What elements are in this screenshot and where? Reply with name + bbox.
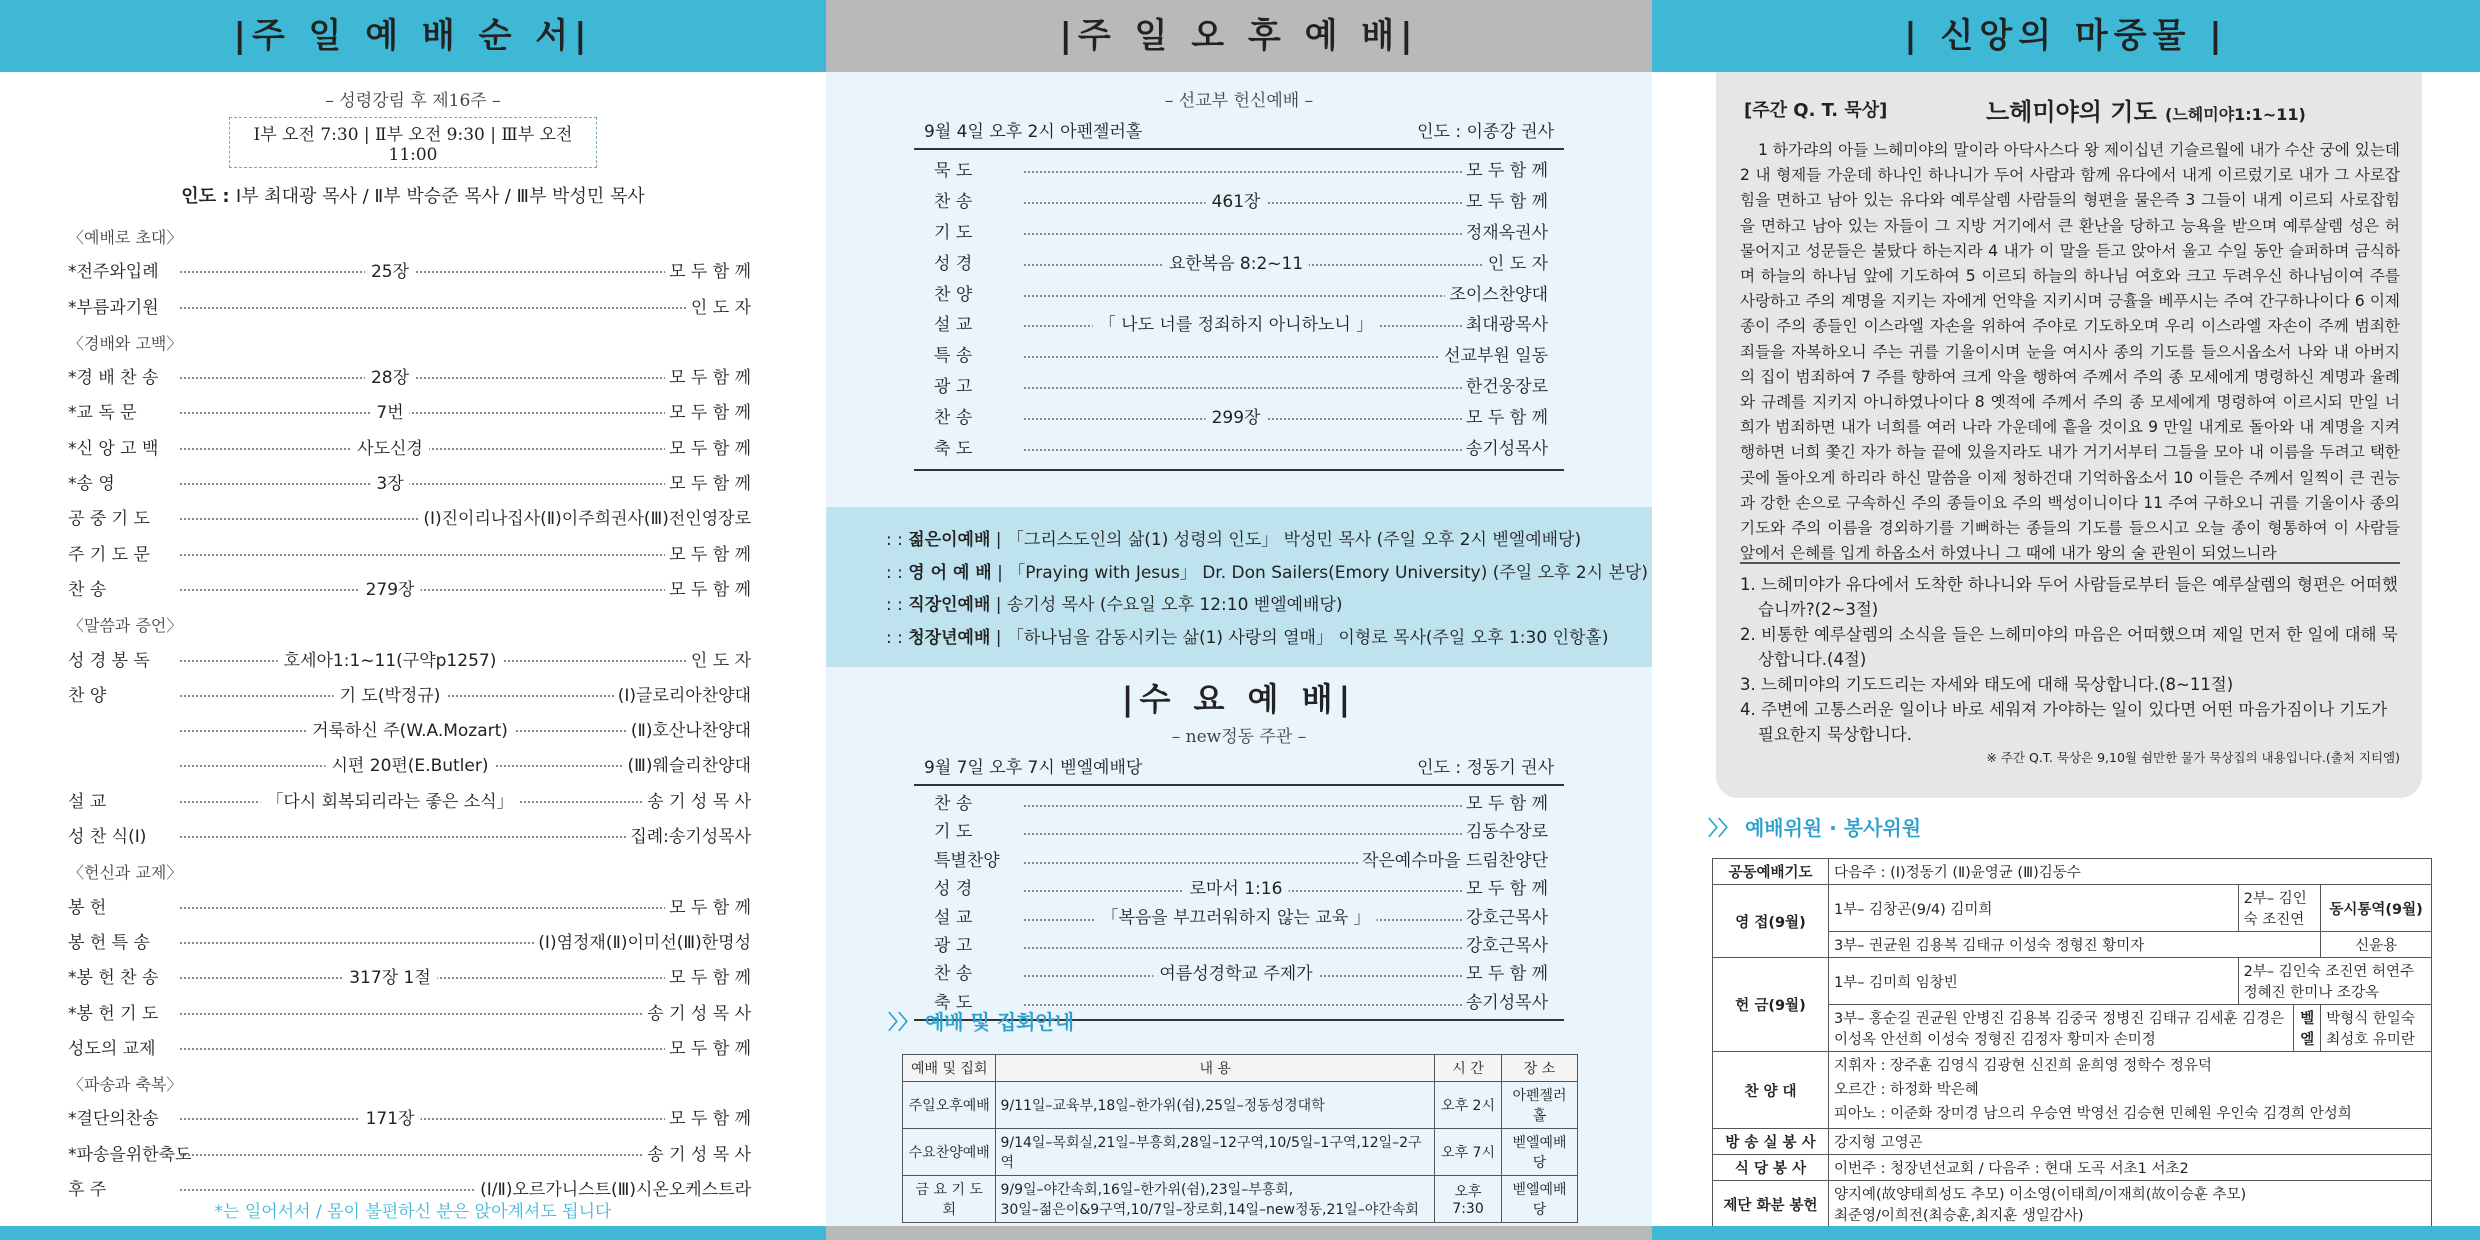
schedule-cell: 아펜젤러홀	[1502, 1082, 1578, 1129]
prayer-key: 공동예배기도	[1713, 859, 1829, 885]
faith-panel	[1652, 0, 2480, 1240]
afternoon-service-panel	[826, 0, 1652, 1240]
panel2-footer-bar	[826, 1226, 1652, 1240]
order-item	[826, 341, 1652, 372]
pm-subtitle: – 선교부 헌신예배 –	[1164, 91, 1314, 111]
qt-title	[1986, 92, 2306, 127]
leaders-label: 인도 :	[181, 186, 230, 207]
item-label: 성 찬 식(Ⅰ)	[68, 827, 147, 848]
other-service-item	[886, 590, 1343, 615]
order-item	[0, 538, 826, 573]
item-person: 집례:송기성목사	[626, 820, 751, 855]
schedule-cell: 오후 2시	[1434, 1082, 1501, 1129]
qt-scripture: 1 하가랴의 아들 느헤미야의 말이라 아닥사스다 왕 제이십년 기슬르월에 내가 수산 궁에 있는데 2 내 형제들 가운데 하나인 하나니가 두어 사람과 함께 유다에서 내게 이르렀기로 내가 그 사로잡힘을 면하고 남아 있는 유다와 예루살렘 사람들의 형편을 물은즉 3 그들이 내게 이르되 사로잡힘을 면하고 남아 있는 자들이 그 지방 거기에서 큰 환난을 당하고 능욕을 받으며 예루살렘 성은 허물어지고 성문들은 불탔다 하는지라 4 내가 이 말을 듣고 앉아서 울고 수일 동안 슬퍼하며 금식하며 하늘의 하나님 앞에 기도하여 5 이르되 하늘의 하나님 여호와 크고 두려우신 하나님이여 주를 사랑하고 주의 계명을 지키는 자에게 언약을 지키시며 긍휼을 베푸시는 주여 간구하나이다 6 이제 종이 주의 종들인 이스라엘 자손을 위하여 주야로 기도하오며 우리 이스라엘 자손이 주께 범죄한 죄들을 자복하오니 주는 귀를 기울이시며 눈을 여시사 종의 기도를 들으시옵소서 나와 내 아버지의 집이 범죄하여 7 주를 향하여 크게 악을 행하여 주께서 주의 종 모세에게 명령하신 계명과 율례와 규례를 지키지 아니하였나이다 8 옛적에 주께서 주의 종 모세에게 명령하여 이르시되 만일 너희가 범죄하면 내가 너희를 여러 나라 가운데에 흩을 것이요 9 만일 내게로 돌아와 내 계명을 지켜 행하면 너희 쫓긴 자가 하늘 끝에 있을지라도 내가 거기서부터 그들을 모아 내 이름을 두려고 택한 곳에 돌아오게 하리라 하신 말씀을 이제 청하건대 기억하옵소서 10 이들은 주께서 일찍이 큰 권능과 강한 손으로 구속하신 주의 종들이요 주의 백성이니이다 11 주여 구하오니 귀를 기울이사 종의 기도와 주의 이름을 경외하기를 기뻐하는 종들의 기도를 들으시고 오늘 종이 형통하여 이 사람들 앞에서 은혜를 입게 하옵소서 하였나니 그 때에 내가 왕의 술 관원이 되었느니라	[1740, 141, 2400, 563]
item-person: 모 두 함 께	[665, 891, 751, 926]
volunteers-title: 〉〉 예배위원 · 봉사위원	[1708, 816, 1922, 840]
item-label: *부름과기원	[68, 297, 159, 318]
item-person: 송 기 성 목 사	[643, 785, 751, 820]
service-times: Ⅰ부 오전 7:30 | Ⅱ부 오전 9:30 | Ⅲ부 오전 11:00	[229, 117, 597, 168]
order-item	[0, 573, 826, 608]
item-label: 설 교	[934, 907, 973, 928]
item-person: 모 두 함 께	[665, 573, 751, 608]
panel1-header: |주 일 예 배 순 서|	[0, 0, 826, 72]
section-heading: 〈헌신과 교제〉	[68, 863, 183, 883]
item-person: 인 도 자	[687, 291, 751, 326]
wed-meta	[826, 753, 1652, 778]
item-person: 모 두 함 께	[1462, 187, 1548, 218]
order-item	[0, 396, 826, 431]
item-person: 송기성목사	[1462, 989, 1548, 1017]
item-label: 묵 도	[934, 161, 973, 181]
offering-1b: 2부– 김인숙 조진연 허연주 정혜진 한미나 조강옥	[2238, 958, 2431, 1005]
item-person: (Ⅲ)웨슬리찬양대	[623, 749, 751, 784]
leaders-line	[0, 182, 826, 208]
choir-organ: 오르간 : 하정화 박은혜	[1834, 1082, 1979, 1098]
item-label: *교 독 문	[68, 403, 137, 424]
order-item	[0, 502, 826, 537]
item-person: 모 두 함 께	[1462, 960, 1548, 988]
item-label: 찬 송	[934, 794, 973, 814]
order-item	[826, 960, 1652, 988]
item-person: 송 기 성 목 사	[643, 1138, 751, 1173]
order-item	[826, 372, 1652, 403]
panel1-subtitle: – 성령강림 후 제16주 –	[325, 91, 501, 111]
item-label: 설 교	[68, 791, 107, 812]
bullet-prefix: : :	[886, 595, 909, 615]
item-label: *봉 헌 기 도	[68, 1003, 159, 1024]
broadcast-value: 강지형 고영곤	[1829, 1129, 2432, 1155]
other-service-item	[886, 558, 1648, 583]
item-label: 성 경 봉 독	[68, 650, 150, 671]
bullet-prefix: : :	[886, 530, 909, 550]
item-label: *경 배 찬 송	[68, 368, 159, 389]
item-label: *파송을위한축도	[68, 1144, 192, 1165]
item-label: 축 도	[934, 439, 973, 460]
order-item	[0, 1138, 826, 1173]
leaders-names: Ⅰ부 최대광 목사 / Ⅱ부 박승준 목사 / Ⅲ부 박성민 목사	[235, 186, 645, 207]
schedule-header-cell: 예배 및 집회	[903, 1055, 996, 1082]
order-item	[0, 820, 826, 855]
item-detail: 7번	[370, 396, 409, 431]
order-item	[0, 467, 826, 502]
leader-dots	[180, 1118, 746, 1120]
greet-3a: 3부– 권균원 김용복 김태규 이성숙 정형진 황미자	[1829, 932, 2321, 958]
leader-dots	[180, 377, 746, 379]
choir-piano: 피아노 : 이준화 장미경 남으리 우승연 박영선 김승현 민혜원 우인숙 김경희 안성희	[1834, 1106, 2352, 1122]
item-person: 모 두 함 께	[1462, 403, 1548, 434]
section-heading: 〈예배로 초대〉	[68, 228, 183, 247]
offering-3a: 3부– 홍순길 권균원 안병진 김용복 김중국 정병진 김태규 김세훈 김경은 이성옥 안선희 이성숙 정형진 김정자 황미자 손미정	[1829, 1005, 2294, 1052]
leader-dots	[180, 554, 746, 556]
qt-separator	[1740, 562, 2400, 564]
schedule-cell: 9/11일–교육부,18일–한가위(쉼),25일–정동성경대학	[996, 1082, 1435, 1129]
section-heading: 〈파송과 축복〉	[68, 1075, 183, 1095]
other-service-item	[886, 623, 1608, 648]
item-detail: 461장	[1206, 187, 1267, 218]
schedule-header-cell: 내 용	[996, 1055, 1435, 1082]
order-item	[0, 785, 826, 820]
pm-leader: 인도 : 이종강 권사	[1417, 122, 1554, 142]
order-item	[0, 714, 826, 749]
item-detail: 279장	[360, 573, 421, 608]
table-row	[1713, 1129, 2432, 1155]
broadcast-key: 방 송 실 봉 사	[1713, 1129, 1829, 1155]
order-item	[0, 432, 826, 467]
panel1-footer-bar	[0, 1226, 826, 1240]
item-person: 모 두 함 께	[1462, 790, 1548, 818]
schedule-cell: 오후 7시	[1434, 1129, 1501, 1176]
item-detail: 171장	[360, 1102, 421, 1137]
item-detail: 317장 1절	[343, 961, 437, 996]
item-person: 모 두 함 께	[665, 961, 751, 996]
greet-key: 영 접(9월)	[1713, 885, 1829, 958]
item-label: 찬 양	[68, 685, 107, 706]
order-item	[826, 310, 1652, 341]
item-detail: 기 도(박정규)	[334, 679, 447, 714]
schedule-cell: 오후7:30	[1434, 1176, 1501, 1223]
qt-question: 4. 주변에 고통스러운 일이나 바로 세워져 가야하는 일이 있다면 어떤 마음가짐이나 기도가 필요한지 묵상합니다.	[1740, 700, 2388, 744]
service-detail: | 송기성 목사 (수요일 오후 12:10 벧엘예배당)	[990, 595, 1343, 615]
volunteers-table	[1712, 858, 2432, 1228]
item-detail: 여름성경학교 주제가	[1153, 960, 1318, 988]
order-item	[826, 818, 1652, 846]
item-person: 모 두 함 께	[1462, 156, 1548, 187]
item-label: 찬 양	[934, 284, 973, 305]
pm-date: 9월 4일 오후 2시 아펜젤러홀	[924, 122, 1143, 142]
item-label: *송 영	[68, 474, 115, 495]
flower-line: 최준영/이희전(최승훈,최지훈 생일감사)	[1834, 1208, 2084, 1224]
item-person: 인 도 자	[1484, 249, 1548, 280]
item-label: 특 송	[934, 346, 973, 367]
item-person: 정재옥권사	[1462, 218, 1548, 249]
item-detail: 거룩하신 주(W.A.Mozart)	[306, 714, 514, 749]
item-person: (Ⅰ)진이리나집사(Ⅱ)이주희권사(Ⅲ)전인영장로	[419, 502, 751, 537]
leader-dots	[180, 307, 746, 309]
service-name: 젊은이예배	[908, 530, 991, 550]
item-person: 작은예수마을 드림찬양단	[1358, 847, 1548, 875]
greet-1a: 1부– 김창곤(9/4) 김미희	[1829, 885, 2239, 932]
kitchen-key: 식 당 봉 사	[1713, 1155, 1829, 1181]
item-detail: 사도신경	[351, 432, 429, 467]
qt-ref: (느헤미야1:1~11)	[2165, 105, 2306, 124]
order-item	[0, 961, 826, 996]
qt-title-text: 느헤미야의 기도	[1986, 98, 2157, 126]
item-person: (Ⅰ)글로리아찬양대	[614, 679, 751, 714]
schedule-cell: 금 요 기 도 회	[903, 1176, 996, 1223]
schedule-cell: 9/9일–야간속회,16일–한가위(쉼),23일–부흥회, 30일–젊은이&9구역,10/7일–장로회,14일–new정동,21일–야간속회	[996, 1176, 1435, 1223]
leader-dots	[180, 977, 746, 979]
item-label: 후 주	[68, 1180, 107, 1201]
item-label: 광 고	[934, 935, 973, 956]
pm-meta	[826, 117, 1652, 142]
pm-bottom-rule	[914, 469, 1564, 471]
item-person: 모 두 함 께	[665, 361, 751, 396]
choir-key: 찬 양 대	[1713, 1052, 1829, 1129]
item-detail: 299장	[1206, 403, 1267, 434]
order-list	[0, 220, 826, 1208]
pm-order-list	[826, 156, 1652, 465]
service-name: 영 어 예 배	[908, 562, 992, 583]
item-label: 찬 송	[934, 408, 973, 429]
other-service-item	[886, 525, 1581, 550]
item-label: *전주와입례	[68, 262, 159, 283]
order-item	[0, 1102, 826, 1137]
section-heading: 〈말씀과 증언〉	[68, 616, 183, 636]
item-person: 모 두 함 께	[665, 467, 751, 502]
order-item	[0, 679, 826, 714]
item-person: 모 두 함 께	[665, 1032, 751, 1067]
item-person: 한건웅장로	[1462, 372, 1548, 403]
item-detail: 로마서 1:16	[1184, 875, 1289, 903]
prayer-value: 다음주 : (Ⅰ)정동기 (Ⅱ)윤영균 (Ⅲ)김동수	[1829, 859, 2432, 885]
item-person: 모 두 함 께	[665, 255, 751, 290]
offering-key: 헌 금(9월)	[1713, 958, 1829, 1052]
order-item	[826, 847, 1652, 875]
bullet-prefix: : :	[886, 627, 909, 648]
order-item	[826, 790, 1652, 818]
item-person: 인 도 자	[687, 644, 751, 679]
item-person: 송 기 성 목 사	[643, 997, 751, 1032]
schedule-cell: 수요찬양예배	[903, 1129, 996, 1176]
item-person: 송기성목사	[1462, 434, 1548, 465]
order-item	[0, 361, 826, 396]
standing-note: *는 일어서서 / 몸이 불편하신 분은 앉아계셔도 됩니다	[214, 1202, 612, 1222]
table-row	[1713, 1181, 2432, 1228]
schedule-title: 〉〉 예배 및 집회안내	[888, 1010, 1075, 1034]
table-row	[1713, 1052, 2432, 1129]
item-detail: 3장	[370, 467, 409, 502]
table-row	[903, 1176, 1578, 1223]
item-label: *결단의찬송	[68, 1109, 159, 1130]
item-label: 찬 송	[934, 191, 973, 212]
panel2-header: |주 일 오 후 예 배|	[826, 0, 1652, 72]
order-item	[0, 1032, 826, 1067]
item-detail: 요한복음 8:2~11	[1163, 249, 1309, 280]
wednesday-section	[826, 674, 1652, 1021]
item-person: 모 두 함 께	[665, 396, 751, 431]
schedule-header-cell: 시 간	[1434, 1055, 1501, 1082]
item-detail: 28장	[365, 361, 415, 396]
leader-dots	[180, 907, 746, 909]
service-name: 직장인예배	[908, 595, 991, 615]
choir-conductor: 지휘자 : 장주훈 김영식 김광현 신진희 윤희영 정학수 정유덕	[1834, 1058, 2212, 1074]
item-label: 축 도	[934, 992, 973, 1013]
item-person: 모 두 함 께	[665, 432, 751, 467]
item-label: 봉 헌	[68, 897, 107, 918]
table-row	[903, 1129, 1578, 1176]
order-item	[0, 891, 826, 926]
order-item	[826, 249, 1652, 280]
order-item	[826, 218, 1652, 249]
order-item	[826, 403, 1652, 434]
qt-box	[1716, 72, 2422, 798]
order-item	[0, 291, 826, 326]
item-person: (Ⅱ)호산나찬양대	[627, 714, 751, 749]
table-row	[1713, 885, 2432, 932]
order-item	[0, 997, 826, 1032]
flower-key: 제단 화분 봉헌	[1713, 1181, 1829, 1228]
item-detail: 25장	[365, 255, 415, 290]
order-item	[0, 644, 826, 679]
greet-1b: 2부– 김인숙 조진연	[2238, 885, 2321, 932]
greet-1c: 동시통역(9월)	[2321, 885, 2432, 932]
order-item	[0, 749, 826, 784]
qt-label: [주간 Q. T. 묵상]	[1744, 100, 1888, 121]
table-row	[1713, 958, 2432, 1005]
schedule-body	[903, 1082, 1578, 1223]
worship-order-panel	[0, 0, 826, 1240]
flower-value	[1829, 1181, 2432, 1228]
item-label: 광 고	[934, 377, 973, 398]
kitchen-value: 이번주 : 청장년선교회 / 다음주 : 현대 도곡 서초1 서초2	[1829, 1155, 2432, 1181]
item-person: 모 두 함 께	[665, 1102, 751, 1137]
item-person: 김동수장로	[1462, 818, 1548, 846]
leader-dots	[180, 1048, 746, 1050]
service-detail: | 「하나님을 감동시키는 삶(1) 사랑의 열매」 이형로 목사(주일 오후 1:30 인항홀)	[990, 627, 1609, 648]
offering-bell-value: 박형식 한일숙 최성호 유미란	[2321, 1005, 2432, 1052]
panel3-header: | 신앙의 마중물 |	[1652, 0, 2480, 72]
order-item	[0, 926, 826, 961]
service-name: 청장년예배	[908, 627, 991, 648]
service-detail: | 「그리스도인의 삶(1) 성령의 인도」 박성민 목사 (주일 오후 2시 벧엘예배당)	[990, 530, 1582, 550]
leader-dots	[180, 589, 746, 591]
item-label: 성 경	[934, 253, 973, 274]
offering-1a: 1부– 김미희 임창빈	[1829, 958, 2239, 1005]
qt-question: 2. 비통한 예루살렘의 소식을 들은 느헤미야의 마음은 어떠했으며 제일 먼저 한 일에 대해 묵상합니다.(4절)	[1740, 625, 2398, 669]
item-label: 성도의 교제	[68, 1038, 156, 1059]
order-item	[826, 932, 1652, 960]
wed-top-rule	[914, 784, 1564, 786]
schedule-table	[902, 1054, 1578, 1223]
item-person: 조이스찬양대	[1445, 280, 1548, 311]
order-item	[826, 156, 1652, 187]
wed-leader: 인도 : 정동기 권사	[1417, 758, 1554, 778]
item-person: 강호근목사	[1462, 932, 1548, 960]
schedule-header-row	[903, 1055, 1578, 1082]
leader-dots	[180, 271, 746, 273]
item-label: 성 경	[934, 879, 973, 900]
order-item	[0, 255, 826, 290]
item-label: 주 기 도 문	[68, 544, 150, 565]
item-label: *신 앙 고 백	[68, 438, 159, 459]
item-label: 봉 헌 특 송	[68, 932, 150, 953]
pm-top-rule	[914, 148, 1564, 150]
wed-date: 9월 7일 오후 7시 벧엘예배당	[924, 758, 1143, 778]
order-item	[826, 187, 1652, 218]
panel3-footer-bar	[1652, 1226, 2480, 1240]
table-row	[903, 1082, 1578, 1129]
qt-source-note: ※ 주간 Q.T. 묵상은 9,10월 쉼만한 물가 묵상집의 내용입니다.(출처 지티엠)	[1986, 750, 2400, 765]
schedule-header-cell: 장 소	[1502, 1055, 1578, 1082]
item-label: 기 도	[934, 822, 973, 843]
item-label: 찬 송	[68, 579, 107, 600]
order-item	[826, 434, 1652, 465]
order-item	[826, 280, 1652, 311]
item-detail: 「복음을 부끄러워하지 않는 교육 」	[1095, 904, 1376, 932]
item-person: 강호근목사	[1462, 904, 1548, 932]
greet-3c: 신윤용	[2321, 932, 2432, 958]
item-label: 설 교	[934, 315, 973, 336]
item-label: 기 도	[934, 222, 973, 243]
table-row	[1713, 1155, 2432, 1181]
wed-order-list	[826, 790, 1652, 1017]
item-label: 공 중 기 도	[68, 509, 150, 530]
service-detail: | 「Praying with Jesus」 Dr. Don Sailers(Emory University) (주일 오후 2시 본당)	[991, 562, 1648, 583]
item-detail: 호세아1:1~11(구약p1257)	[278, 644, 503, 679]
schedule-cell: 주일오후예배	[903, 1082, 996, 1129]
wed-subtitle: – new정동 주관 –	[1171, 727, 1307, 747]
qt-questions	[1740, 572, 2400, 747]
order-item	[826, 875, 1652, 903]
item-person: 최대광목사	[1462, 310, 1548, 341]
offering-bell-label: 벨 엘	[2294, 1005, 2321, 1052]
flower-line: 양지예(故양태희성도 추모) 이소영(이태희/이재희(故이승훈 추모)	[1834, 1187, 2247, 1203]
item-person: 모 두 함 께	[665, 538, 751, 573]
item-person: 모 두 함 께	[1462, 875, 1548, 903]
leader-dots	[180, 412, 746, 414]
item-person: (Ⅰ/Ⅱ)오르가니스트(Ⅲ)시온오케스트라	[476, 1173, 751, 1208]
other-services-band	[826, 507, 1652, 667]
order-item	[826, 904, 1652, 932]
item-label: 찬 송	[934, 964, 973, 985]
item-person: 선교부원 일동	[1440, 341, 1548, 372]
qt-question: 3. 느헤미야의 기도드리는 자세와 태도에 대해 묵상합니다.(8~11절)	[1740, 675, 2234, 694]
item-label: 특별찬양	[934, 850, 1000, 871]
table-row	[1713, 859, 2432, 885]
item-person: (Ⅰ)염정재(Ⅱ)이미선(Ⅲ)한명성	[534, 926, 751, 961]
wed-title: |수 요 예 배|	[1121, 680, 1357, 718]
schedule-cell: 벧엘예배당	[1502, 1176, 1578, 1223]
qt-question: 1. 느헤미야가 유다에서 도착한 하나니와 두어 사람들로부터 들은 예루살렘의 형편은 어떠했습니까?(2~3절)	[1740, 575, 2398, 619]
choir-value	[1829, 1052, 2432, 1129]
section-heading: 〈경배와 고백〉	[68, 333, 183, 353]
schedule-cell: 9/14일–목회실,21일–부흥회,28일–12구역,10/5일–1구역,12일–2구역	[996, 1129, 1435, 1176]
schedule-cell: 벧엘예배당	[1502, 1129, 1578, 1176]
item-detail: 「다시 회복되리라는 좋은 소식」	[260, 785, 519, 820]
leader-dots	[180, 483, 746, 485]
leader-dots	[180, 448, 746, 450]
item-detail: 시편 20편(E.Butler)	[326, 749, 495, 784]
bullet-prefix: : :	[886, 562, 909, 583]
item-label: *봉 헌 찬 송	[68, 968, 159, 989]
item-detail: 「 나도 너를 정죄하지 아니하노니 」	[1093, 310, 1380, 341]
